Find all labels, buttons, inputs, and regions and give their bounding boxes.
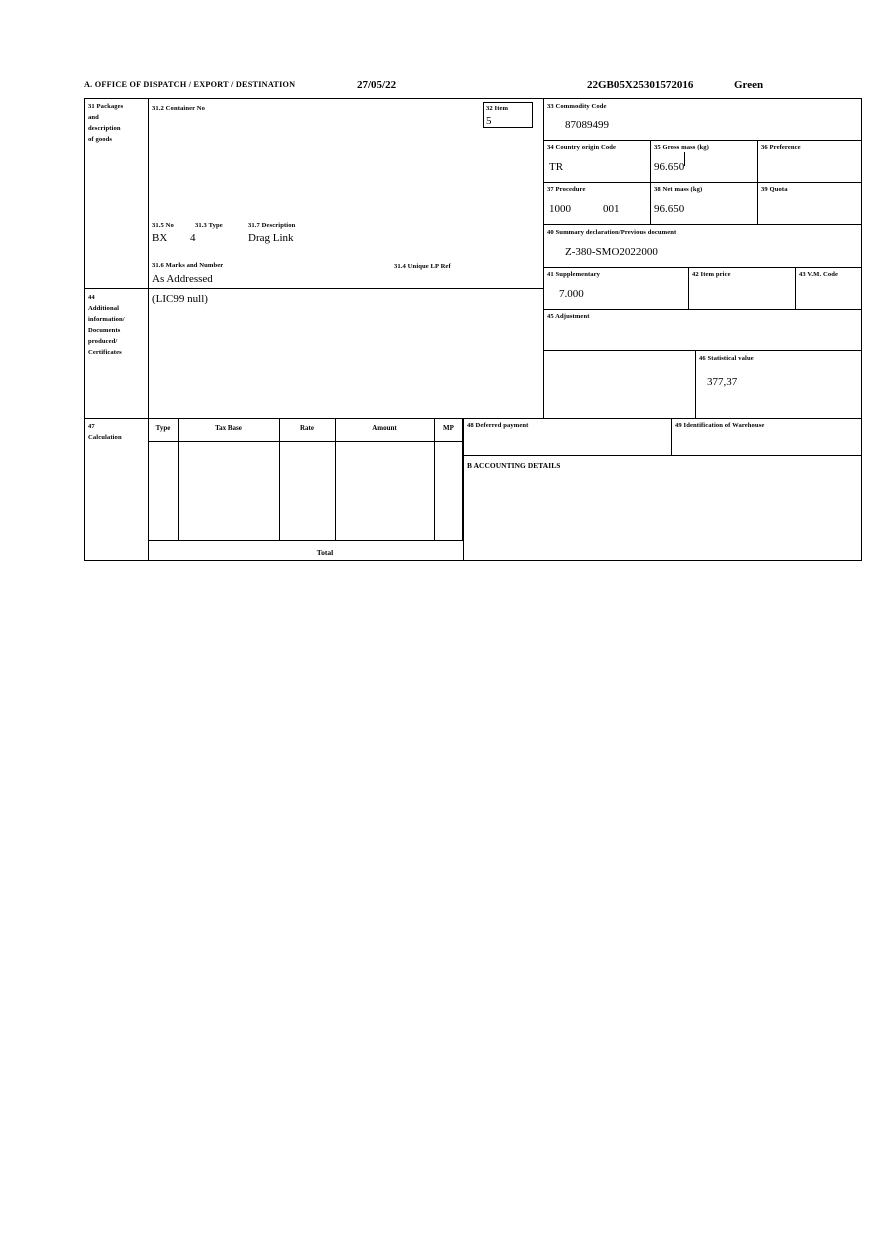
divider-box38-39	[757, 182, 758, 224]
routing-lane: Green	[734, 79, 764, 91]
calc-col-divider-1	[178, 418, 179, 541]
document-header	[84, 79, 862, 95]
net-mass-value: 96.650	[654, 203, 685, 215]
box-47-label-line2: Calculation	[88, 434, 122, 441]
dotted-divider-box46	[543, 350, 544, 418]
calc-header-divider	[148, 441, 463, 442]
box-35-label: 35 Gross mass (kg)	[654, 144, 709, 151]
divider-under-box45	[543, 350, 862, 351]
procedure-value: 1000	[549, 203, 571, 215]
calculation-table	[148, 418, 463, 541]
divider-box48-49	[671, 418, 672, 455]
calc-col-amount: Amount	[372, 424, 397, 432]
box-31-label-line3: description	[88, 125, 121, 132]
calc-col-tax-base: Tax Base	[215, 424, 242, 432]
package-type-label: 31.3 Type	[195, 222, 223, 229]
calc-col-divider-3	[335, 418, 336, 541]
statistical-value: 377,37	[707, 376, 738, 388]
box-31-label-line2: and	[88, 114, 99, 121]
gross-mass-value: 96.650	[654, 161, 685, 173]
box-47-label-line1: 47	[88, 423, 95, 430]
box-40-label: 40 Summary declaration/Previous document	[547, 229, 677, 236]
divider-box41-42	[688, 267, 689, 309]
commodity-code-value: 87089499	[565, 119, 609, 131]
box-36-label: 36 Preference	[761, 144, 801, 151]
divider-box37-38	[650, 182, 651, 224]
box-41-label: 41 Supplementary	[547, 271, 601, 278]
box-43-label: 43 V.M. Code	[799, 271, 839, 278]
calc-col-divider-4	[434, 418, 435, 541]
box-44-label-line6: Certificates	[88, 349, 122, 356]
box-37-label: 37 Procedure	[547, 186, 586, 193]
box-39-label: 39 Quota	[761, 186, 788, 193]
box-35-tick	[684, 152, 685, 166]
box-46-label: 46 Statistical value	[699, 355, 754, 362]
box-44-label-line3: information/	[88, 316, 125, 323]
box-44-label-line1: 44	[88, 294, 95, 301]
box-32-value: 5	[486, 115, 492, 127]
country-origin-code-value: TR	[549, 161, 564, 173]
box-b-label: B ACCOUNTING DETAILS	[467, 461, 561, 470]
divider-box42-43	[795, 267, 796, 309]
calc-col-mp: MP	[443, 424, 454, 432]
goods-description-value: Drag Link	[248, 232, 294, 244]
box-44-label-line2: Additional	[88, 305, 120, 312]
box-45-label: 45 Adjustment	[547, 313, 590, 320]
box-48-label: 48 Deferred payment	[467, 422, 529, 429]
package-type-value: BX	[152, 232, 168, 244]
divider-calc-box48	[463, 418, 464, 561]
procedure-additional-value: 001	[603, 203, 620, 215]
divider-under-box34	[543, 182, 862, 183]
divider-under-box40	[543, 267, 862, 268]
divider-under-box37	[543, 224, 862, 225]
calc-col-divider-2	[279, 418, 280, 541]
package-no-label: 31.5 No	[152, 222, 174, 229]
divider-under-box33	[543, 140, 862, 141]
divider-box34-35	[650, 140, 651, 182]
declaration-date: 27/05/22	[357, 79, 397, 91]
previous-document-value: Z-380-SMO2022000	[565, 246, 658, 258]
calc-col-type: Type	[155, 424, 171, 432]
additional-information-value: (LIC99 null)	[152, 293, 208, 305]
divider-box35-36	[757, 140, 758, 182]
divider-under-box31	[84, 288, 543, 289]
box-34-label: 34 Country origin Code	[547, 144, 617, 151]
marks-and-number-label: 31.6 Marks and Number	[152, 262, 224, 269]
divider-box46-left	[695, 350, 696, 418]
marks-and-number-value: As Addressed	[152, 273, 213, 285]
office-of-dispatch-label: A. OFFICE OF DISPATCH / EXPORT / DESTINATION	[84, 80, 296, 89]
box-44-label-line5: produced/	[88, 338, 118, 345]
divider-under-box48	[463, 455, 862, 456]
supplementary-units-value: 7.000	[559, 288, 584, 300]
box-44-label-line4: Documents	[88, 327, 121, 334]
box-31-label-line1: 31 Packages	[88, 103, 124, 110]
unique-lp-ref-label: 31.4 Unique LP Ref	[394, 263, 451, 270]
divider-under-box41	[543, 309, 862, 310]
box-38-label: 38 Net mass (kg)	[654, 186, 703, 193]
box-42-label: 42 Item price	[692, 271, 731, 278]
box-33-label: 33 Commodity Code	[547, 103, 607, 110]
box-31-label-line4: of goods	[88, 136, 113, 143]
box-32-label: 32 Item	[486, 105, 509, 112]
movement-reference-number: 22GB05X25301572016	[587, 79, 694, 91]
calc-col-rate: Rate	[300, 424, 314, 432]
package-no-value: 4	[190, 232, 196, 244]
box-49-label: 49 Identification of Warehouse	[675, 422, 765, 429]
goods-description-label: 31.7 Description	[248, 222, 296, 229]
container-no-label: 31.2 Container No	[152, 105, 206, 112]
calc-total-label: Total	[316, 548, 334, 557]
